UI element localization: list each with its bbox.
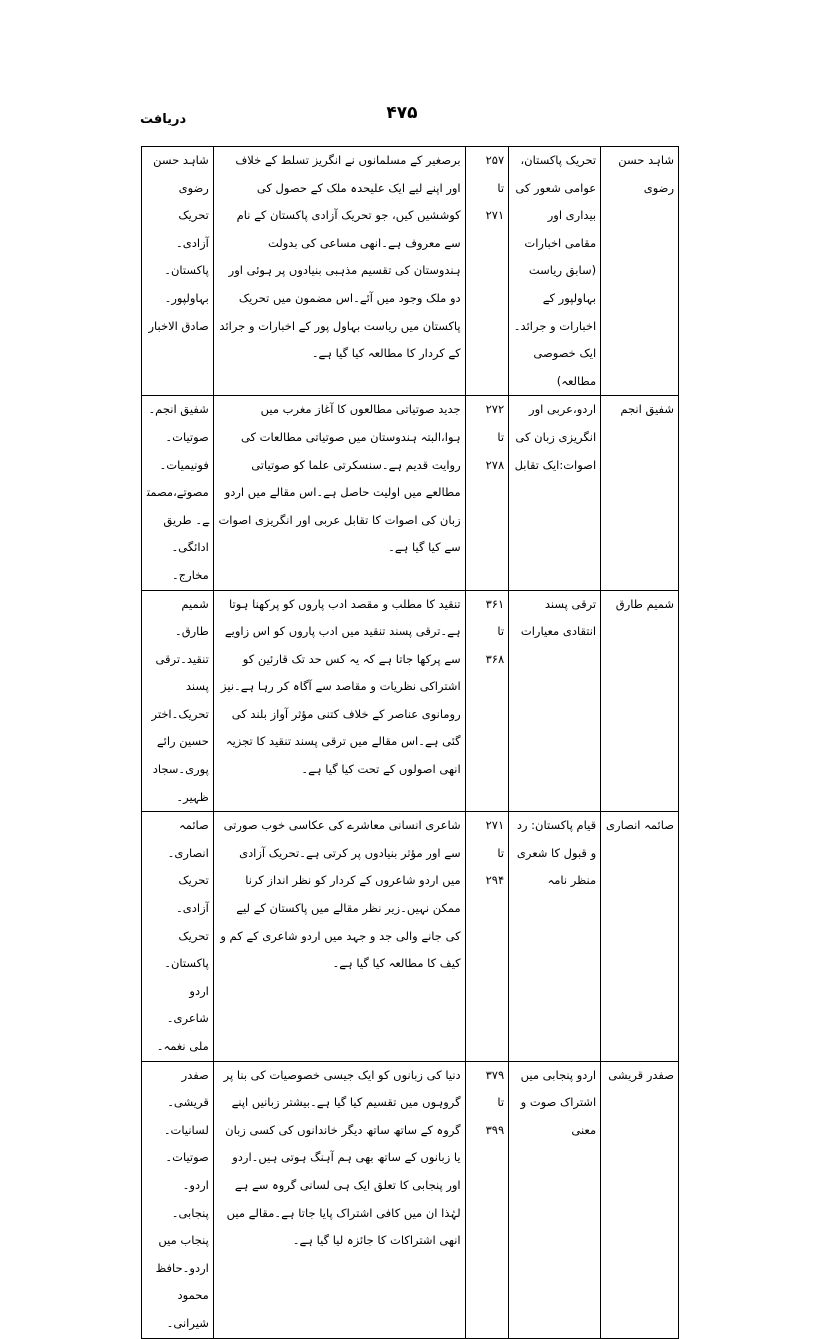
page-from: ۲۷۱: [485, 818, 505, 833]
author-cell: شاہد حسن رضوی: [601, 147, 679, 396]
title-cell: تحریک پاکستان، عوامی شعور کی بیداری اور مقامی اخبارات (سابق ریاست بہاولپور کے اخبارات و جرائد۔ایک خصوصی مطالعہ): [509, 147, 601, 396]
page-separator: تا: [497, 624, 505, 639]
page-separator: تا: [497, 1095, 505, 1110]
page-to: ۲۹۴: [485, 873, 505, 888]
page-from: ۲۵۷: [485, 153, 505, 167]
author-cell: شفیق انجم: [601, 396, 679, 590]
author-cell: شمیم طارق: [601, 590, 679, 812]
summary-cell: تنقید کا مطلب و مقصد ادب پاروں کو پرکھنا ہوتا ہے۔ترقی پسند تنقید میں ادب پاروں کو اس زاویے سے پرکھا جاتا ہے کہ یہ کس حد تک قارئین کو اشتراکی نظریات و مقاصد سے آگاہ کر رہا ہے۔نیز رومانوی عناصر کے خلاف کتنی مؤثر آواز بلند کی گئی ہے۔اس مقالے میں ترقی پسند تنقید کا تجزیہ انھی اصولوں کے تحت کیا گیا ہے۔: [213, 590, 465, 812]
table-row: [142, 812, 679, 1061]
keywords-cell: شمیم طارق۔ تنقید۔ترقی پسند تحریک۔اختر حسین رائے پوری۔سجاد ظہیر۔: [142, 590, 214, 812]
page-from: ۳۷۹: [485, 1067, 505, 1082]
table-row: [142, 590, 679, 812]
pages-cell: [465, 1061, 508, 1338]
keywords-cell: صائمہ انصاری۔ تحریک آزادی۔ تحریک پاکستان۔ اردو شاعری۔ ملی نغمہ۔: [142, 812, 214, 1061]
section-label: دریافت: [140, 112, 187, 127]
keywords-cell: شاہد حسن رضوی تحریک آزادی۔ پاکستان۔ بہاولپور۔صادق الاخبار: [142, 147, 214, 396]
table-row: [142, 147, 679, 396]
title-cell: اردو پنجابی میں اشتراک صوت و معنی: [509, 1061, 601, 1338]
page-separator: تا: [497, 180, 505, 195]
pages-cell: [465, 396, 508, 590]
page-from: ۲۷۲: [485, 402, 505, 417]
keywords-cell: شفیق انجم۔ صوتیات۔ فونیمیات۔ مصوتے،مصمتے۔ طریق ادائگی۔ مخارج۔: [142, 396, 214, 590]
page-to: ۲۷۸: [485, 457, 505, 472]
summary-cell: برصغیر کے مسلمانوں نے انگریز تسلط کے خلاف اور اپنے لیے ایک علیحدہ ملک کے حصول کی کوششیں کیں، جو تحریک آزادی پاکستان کے نام سے معروف ہے۔انھی مساعی کی بدولت ہندوستان کی تقسیم مذہبی بنیادوں پر ہوئی اور دو ملک وجود میں آئے۔اس مضمون میں تحریک پاکستان میں ریاست بہاول پور کے اخبارات و جرائد کے کردار کا مطالعہ کیا گیا ہے۔: [213, 147, 465, 396]
page-separator: تا: [497, 429, 505, 444]
pages-cell: [465, 812, 508, 1061]
page-separator: تا: [497, 845, 505, 860]
page-to: ۳۹۹: [485, 1122, 505, 1137]
title-cell: ترقی پسند انتقادی معیارات: [509, 590, 601, 812]
author-cell: صفدر قریشی: [601, 1061, 679, 1338]
page-to: ۳۶۸: [485, 651, 505, 666]
table-row: [142, 396, 679, 590]
title-cell: اردو،عربی اور انگریزی زبان کی اصوات:ایک تقابل: [509, 396, 601, 590]
summary-cell: دنیا کی زبانوں کو ایک جیسی خصوصیات کی بنا پر گروہوں میں تقسیم کیا گیا ہے۔بیشتر زبانیں اپنے گروہ کے ساتھ ساتھ دیگر خاندانوں کی کسی زبان یا زبانوں کے ساتھ بھی ہم آہنگ ہوتی ہیں۔اردو اور پنجابی کا تعلق ایک ہی لسانی گروہ سے ہے لہٰذا ان میں کافی اشتراک پایا جاتا ہے۔مقالے میں انھی اشتراکات کا جائزہ لیا گیا ہے۔: [213, 1061, 465, 1338]
pages-cell: [465, 590, 508, 812]
author-cell: صائمہ انصاری: [601, 812, 679, 1061]
page-from: ۳۶۱: [485, 596, 505, 611]
table-row: [142, 1061, 679, 1338]
pages-cell: [465, 147, 508, 396]
index-table: [141, 146, 679, 1339]
title-cell: قیام پاکستان: رد و قبول کا شعری منظر نامہ: [509, 812, 601, 1061]
page-number: ۴۷۵: [386, 103, 418, 123]
summary-cell: شاعری انسانی معاشرے کی عکاسی خوب صورتی سے اور مؤثر بنیادوں پر کرتی ہے۔تحریک آزادی میں اردو شاعروں کے کردار کو نظر انداز کرنا ممکن نہیں۔زیر نظر مقالے میں پاکستان کے لیے کی جانے والی جد و جہد میں اردو شاعری کے کم و کیف کا مطالعہ کیا گیا ہے۔: [213, 812, 465, 1061]
summary-cell: جدید صوتیاتی مطالعوں کا آغاز مغرب میں ہوا،البتہ ہندوستان میں صوتیاتی مطالعات کی روایت قدیم ہے۔سنسکرتی علما کو صوتیاتی مطالعے میں اولیت حاصل ہے۔اس مقالے میں اردو زبان کی اصوات کا تقابل عربی اور انگریزی اصوات سے کیا گیا ہے۔: [213, 396, 465, 590]
page-to: ۲۷۱: [485, 208, 505, 223]
keywords-cell: صفدر قریشی۔ لسانیات۔ صوتیات۔اردو۔ پنجابی۔پنجاب میں اردو۔حافظ محمود شیرانی۔: [142, 1061, 214, 1338]
